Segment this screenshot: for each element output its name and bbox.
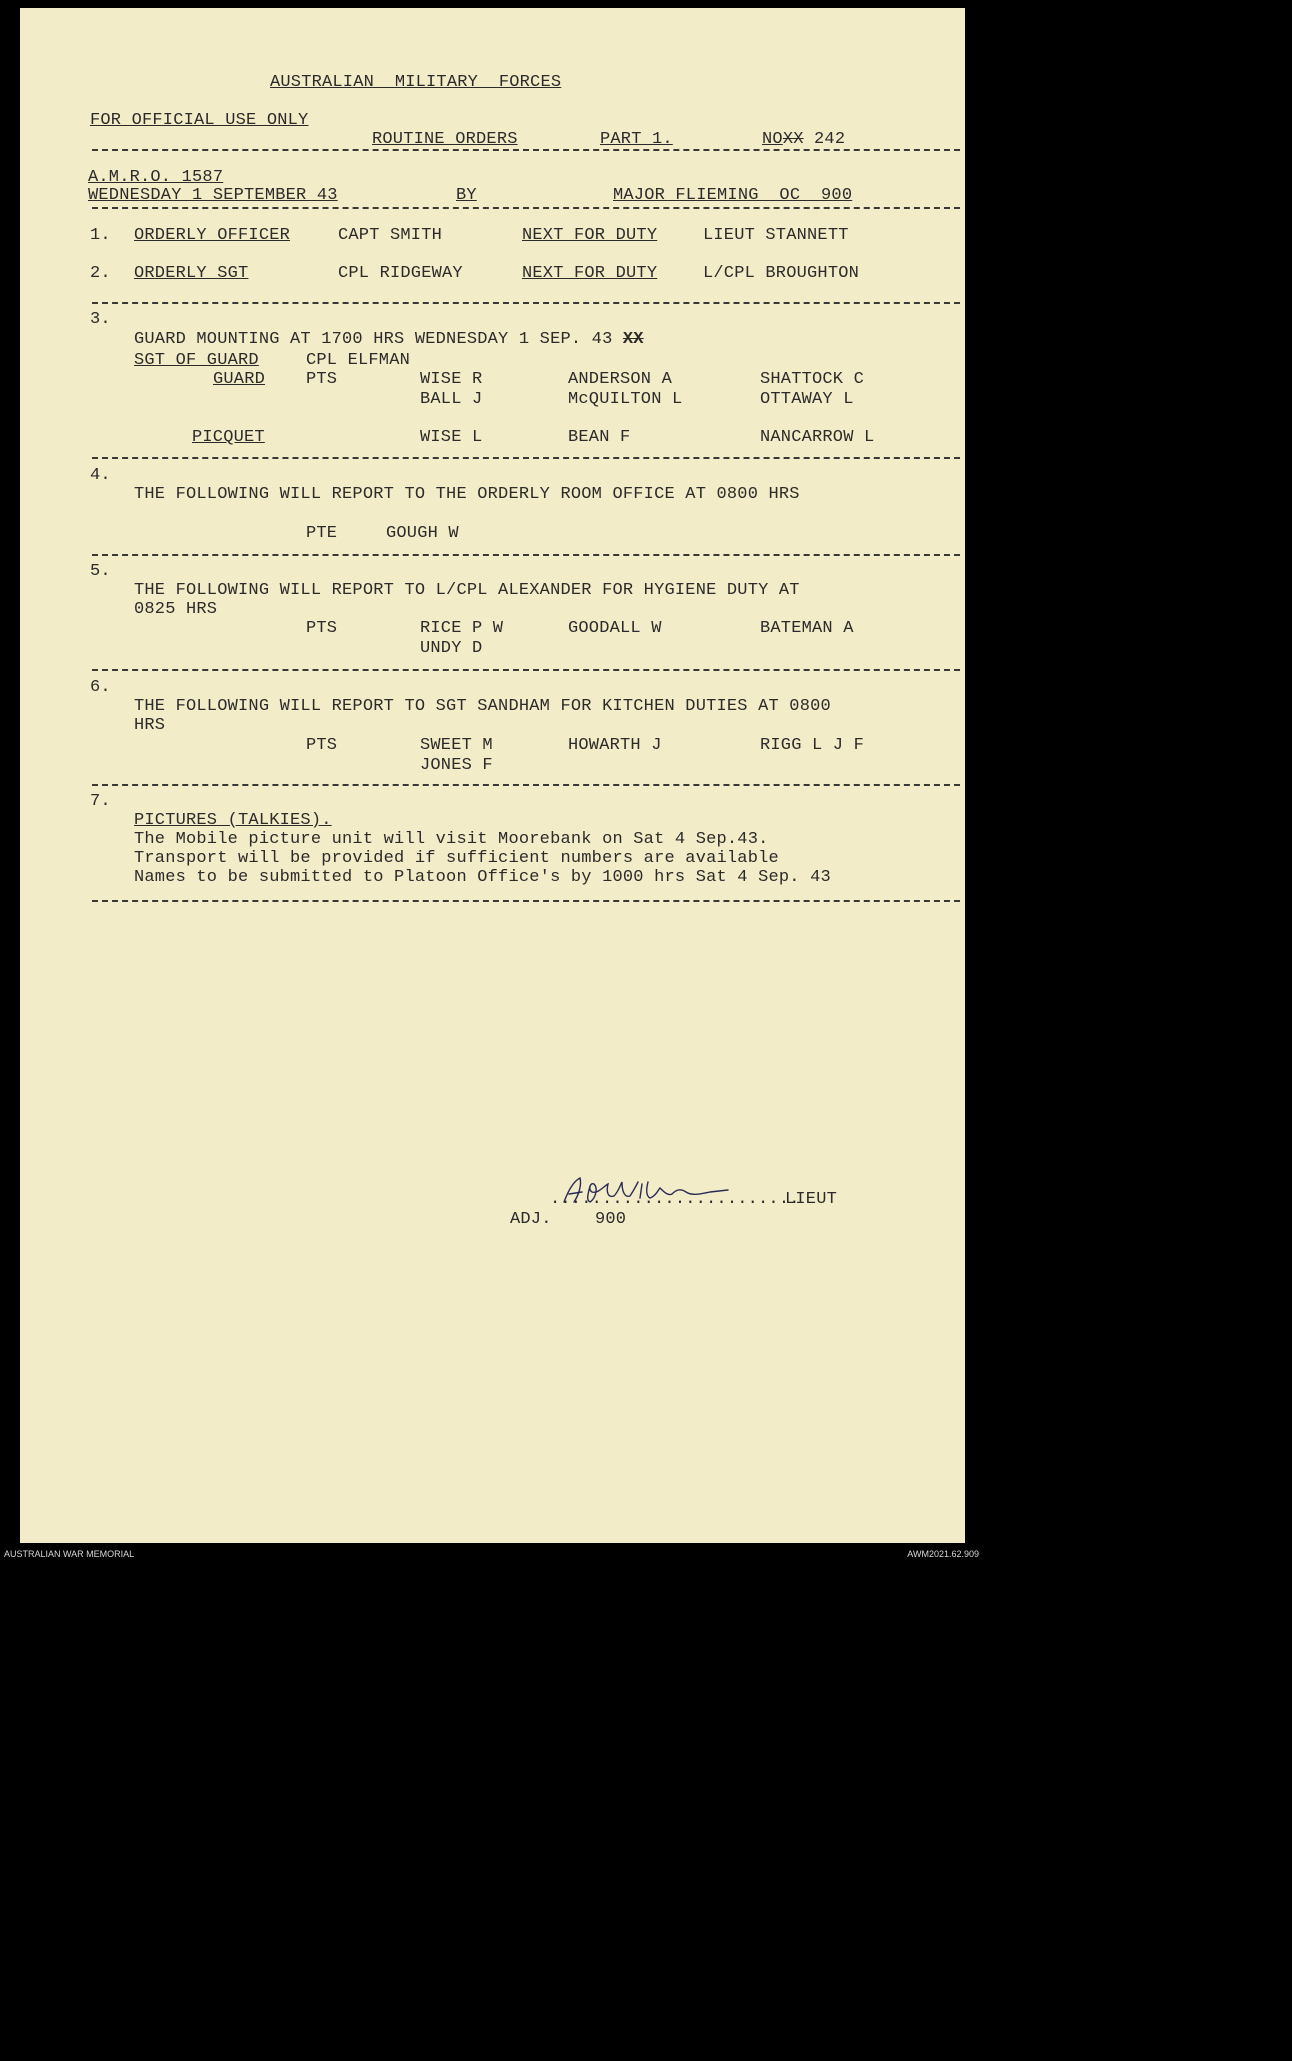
part-label: PART 1.: [600, 130, 673, 149]
divider: [92, 900, 960, 902]
order-number-value: 242: [814, 130, 846, 149]
report-instruction: THE FOLLOWING WILL REPORT TO THE ORDERLY ROOM OFFICE AT 0800 HRS: [134, 485, 800, 504]
pts-label: PTS: [306, 370, 338, 389]
person-name: UNDY D: [420, 639, 483, 658]
issuer: MAJOR FLIEMING OC 900: [613, 186, 853, 205]
sgt-of-guard-label: SGT OF GUARD: [134, 351, 259, 370]
orderly-sgt-label: ORDERLY SGT: [134, 264, 249, 283]
divider: [92, 457, 960, 459]
divider: [92, 554, 960, 556]
notice-line: Transport will be provided if sufficient numbers are available: [134, 849, 779, 868]
person-name: RICE P W: [420, 619, 504, 638]
guard-name: BALL J: [420, 390, 483, 409]
order-date: WEDNESDAY 1 SEPTEMBER 43: [88, 186, 338, 205]
footer-accession-number: AWM2021.62.909: [907, 1549, 979, 1559]
order-number-label: NO: [762, 130, 783, 149]
guard-name: McQUILTON L: [568, 390, 683, 409]
picquet-label: PICQUET: [192, 428, 265, 447]
item-number: 2.: [90, 264, 111, 283]
guard-name: WISE R: [420, 370, 483, 389]
person-name: BATEMAN A: [760, 619, 854, 638]
order-number-struck: XX: [782, 130, 804, 149]
picquet-name: WISE L: [420, 428, 483, 447]
guard-mounting-text: GUARD MOUNTING AT 1700 HRS WEDNESDAY 1 SEP. 43: [134, 330, 613, 349]
report-instruction: THE FOLLOWING WILL REPORT TO SGT SANDHAM FOR KITCHEN DUTIES AT 0800: [134, 697, 831, 716]
divider: [92, 302, 960, 304]
next-for-duty-label: NEXT FOR DUTY: [522, 264, 658, 283]
order-number: [762, 130, 845, 150]
person-name: JONES F: [420, 756, 493, 775]
orderly-sgt-name: CPL RIDGEWAY: [338, 264, 463, 283]
item-number: 5.: [90, 562, 111, 581]
notice-line: Names to be submitted to Platoon Office's by 1000 hrs Sat 4 Sep. 43: [134, 868, 831, 887]
rank-label: PTE: [306, 524, 338, 543]
document-title: AUSTRALIAN MILITARY FORCES: [270, 73, 562, 92]
notice-line: The Mobile picture unit will visit Moorebank on Sat 4 Sep.43.: [134, 830, 769, 849]
next-sgt-name: L/CPL BROUGHTON: [703, 264, 860, 283]
report-instruction: HRS: [134, 716, 166, 735]
person-name: SWEET M: [420, 736, 493, 755]
rank-label: PTS: [306, 619, 338, 638]
orderly-officer-name: CAPT SMITH: [338, 226, 443, 245]
guard-name: SHATTOCK C: [760, 370, 865, 389]
item-number: 3.: [90, 310, 111, 329]
person-name: HOWARTH J: [568, 736, 662, 755]
item-number: 1.: [90, 226, 111, 245]
document-page: [20, 8, 965, 1543]
routine-orders-label: ROUTINE ORDERS: [372, 130, 518, 149]
divider: [92, 784, 960, 786]
next-for-duty-label: NEXT FOR DUTY: [522, 226, 658, 245]
item-number: 7.: [90, 792, 111, 811]
handwritten-signature: [560, 1176, 735, 1208]
guard-mounting-heading: [134, 330, 644, 350]
item-number: 6.: [90, 678, 111, 697]
divider: [92, 149, 960, 151]
official-use-label: FOR OFFICIAL USE ONLY: [90, 111, 309, 130]
picquet-name: BEAN F: [568, 428, 631, 447]
next-officer-name: LIEUT STANNETT: [703, 226, 849, 245]
signature-rank: LIEUT: [785, 1190, 838, 1209]
rank-label: PTS: [306, 736, 338, 755]
signature-dots: ........................: [550, 1190, 800, 1209]
footer-archive-name: AUSTRALIAN WAR MEMORIAL: [4, 1549, 135, 1559]
orderly-officer-label: ORDERLY OFFICER: [134, 226, 291, 245]
sgt-of-guard-name: CPL ELFMAN: [306, 351, 411, 370]
divider: [92, 669, 960, 671]
by-label: BY: [456, 186, 477, 205]
struck-text: XX: [622, 330, 644, 349]
pictures-heading: PICTURES (TALKIES).: [134, 811, 332, 830]
picquet-name: NANCARROW L: [760, 428, 875, 447]
guard-name: ANDERSON A: [568, 370, 673, 389]
adj-label: ADJ.: [510, 1210, 552, 1229]
divider: [92, 207, 960, 209]
person-name: RIGG L J F: [760, 736, 865, 755]
guard-label: GUARD: [213, 370, 266, 389]
amro-number: A.M.R.O. 1587: [88, 168, 224, 187]
item-number: 4.: [90, 466, 111, 485]
person-name: GOODALL W: [568, 619, 662, 638]
report-instruction: THE FOLLOWING WILL REPORT TO L/CPL ALEXANDER FOR HYGIENE DUTY AT: [134, 581, 800, 600]
unit-number: 900: [595, 1210, 627, 1229]
person-name: GOUGH W: [386, 524, 459, 543]
report-instruction: 0825 HRS: [134, 600, 218, 619]
guard-name: OTTAWAY L: [760, 390, 854, 409]
